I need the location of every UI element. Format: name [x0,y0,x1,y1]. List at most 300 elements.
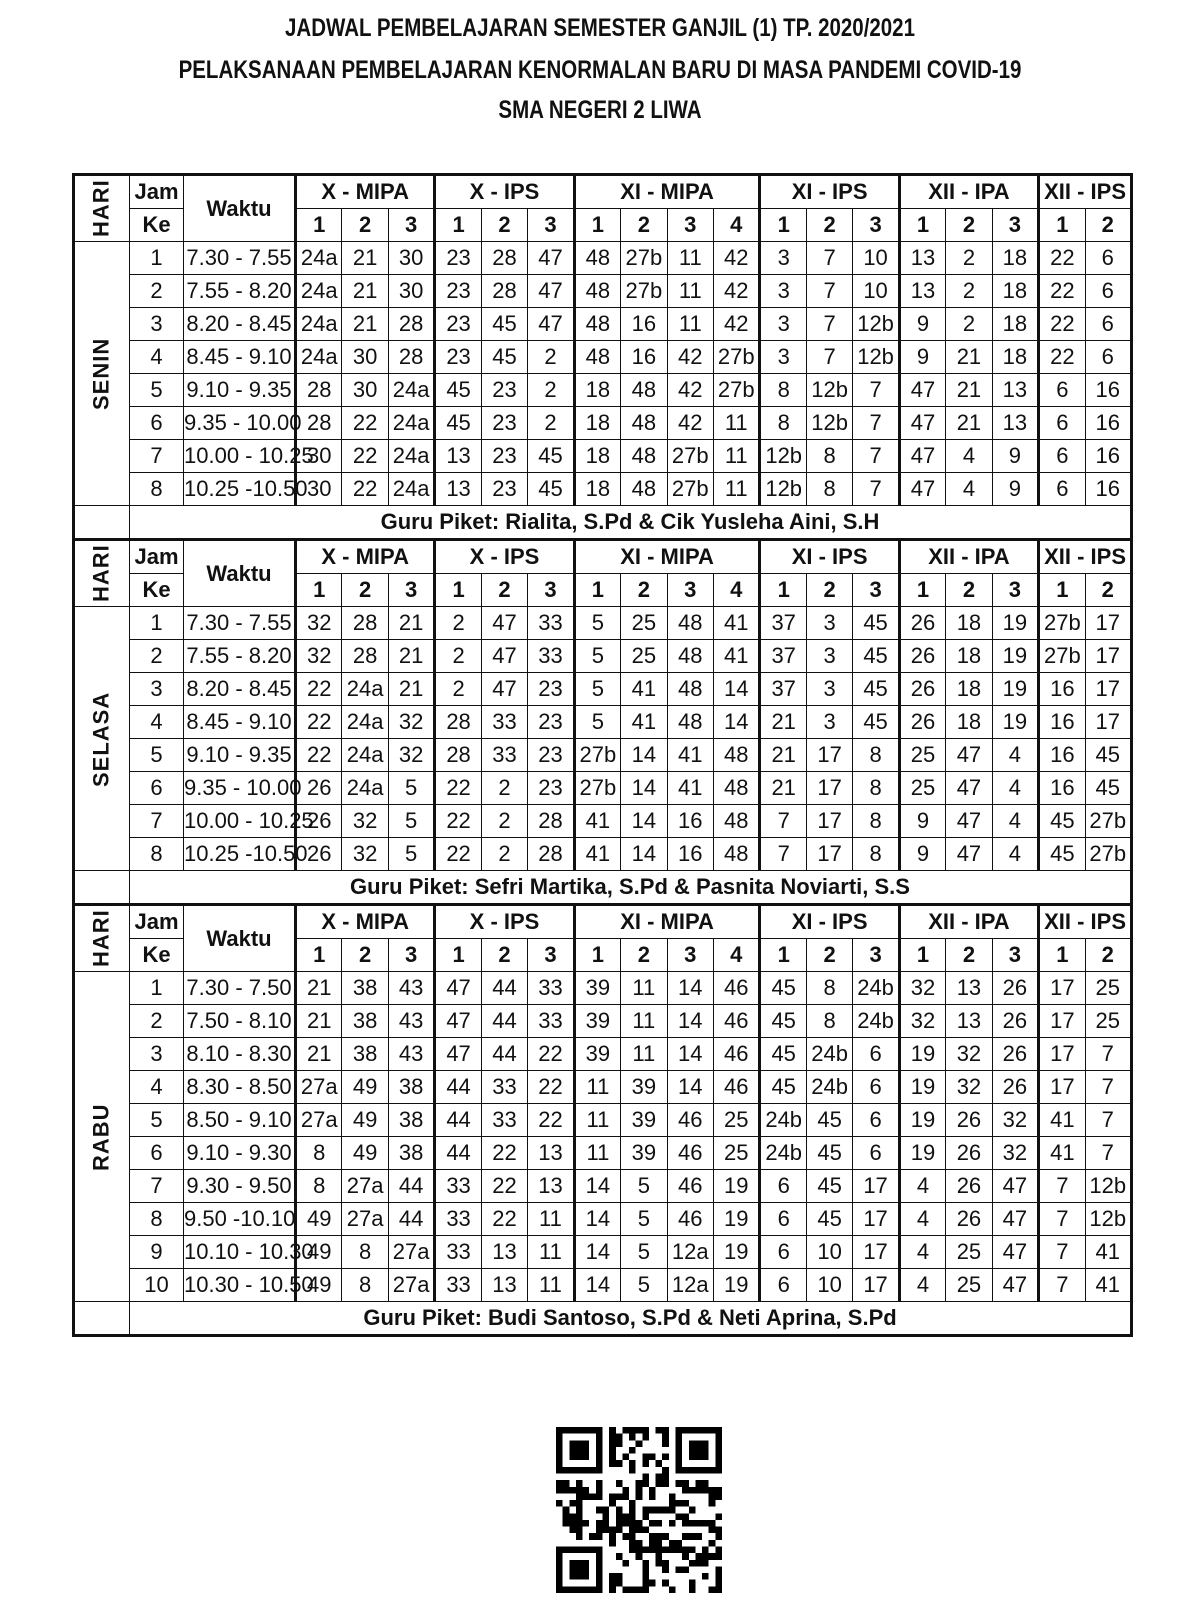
teacher-code-cell: 49 [296,1203,342,1236]
teacher-code-cell: 47 [528,275,574,308]
class-number-header: 2 [342,574,388,607]
waktu-cell: 9.35 - 10.00 [184,407,296,440]
teacher-code-cell: 9 [899,341,945,374]
hari-header: HARI [74,905,130,972]
teacher-code-cell: 24b [853,972,899,1005]
teacher-code-cell: 45 [1085,772,1131,805]
teacher-code-cell: 22 [342,440,388,473]
teacher-code-cell: 30 [342,341,388,374]
teacher-code-cell: 24a [296,275,342,308]
teacher-code-cell: 17 [1085,607,1131,640]
teacher-code-cell: 26 [946,1170,992,1203]
teacher-code-cell: 45 [435,407,481,440]
teacher-code-cell: 42 [714,275,760,308]
teacher-code-cell: 28 [435,739,481,772]
teacher-code-cell: 23 [435,242,481,275]
teacher-code-cell: 32 [992,1137,1038,1170]
teacher-code-cell: 26 [296,772,342,805]
teacher-code-cell: 44 [481,972,527,1005]
teacher-code-cell: 24a [388,440,434,473]
teacher-code-cell: 18 [574,473,620,506]
teacher-code-cell: 3 [760,242,806,275]
teacher-code-cell: 17 [853,1236,899,1269]
teacher-code-cell: 21 [342,242,388,275]
teacher-code-cell: 48 [667,607,713,640]
teacher-code-cell: 2 [528,341,574,374]
teacher-code-cell: 5 [574,640,620,673]
teacher-code-cell: 11 [528,1236,574,1269]
class-number-header: 4 [714,209,760,242]
teacher-code-cell: 42 [714,242,760,275]
waktu-cell: 10.25 -10.50 [184,838,296,871]
teacher-code-cell: 16 [1039,673,1085,706]
class-number-header: 1 [899,574,945,607]
teacher-code-cell: 45 [806,1137,852,1170]
teacher-code-cell: 13 [946,972,992,1005]
teacher-code-cell: 22 [435,838,481,871]
teacher-code-cell: 12a [667,1269,713,1302]
table-row [74,972,1132,1005]
jam-ke-cell: 2 [130,275,184,308]
teacher-code-cell: 33 [481,739,527,772]
teacher-code-cell: 25 [1085,1005,1131,1038]
jam-ke-cell: 5 [130,1104,184,1137]
teacher-code-cell: 32 [296,607,342,640]
teacher-code-cell: 45 [528,473,574,506]
teacher-code-cell: 11 [528,1203,574,1236]
teacher-code-cell: 49 [342,1071,388,1104]
teacher-code-cell: 21 [946,407,992,440]
teacher-code-cell: 42 [667,341,713,374]
teacher-code-cell: 3 [806,640,852,673]
jam-ke-cell: 3 [130,673,184,706]
class-number-header: 2 [1085,209,1131,242]
teacher-code-cell: 49 [342,1137,388,1170]
teacher-code-cell: 46 [714,1005,760,1038]
table-row [74,1104,1132,1137]
teacher-code-cell: 32 [899,972,945,1005]
teacher-code-cell: 28 [296,407,342,440]
waktu-header: Waktu [184,905,296,972]
teacher-code-cell: 25 [899,772,945,805]
teacher-code-cell: 11 [621,1038,667,1071]
teacher-code-cell: 47 [992,1236,1038,1269]
waktu-cell: 9.35 - 10.00 [184,772,296,805]
teacher-code-cell: 48 [574,275,620,308]
waktu-cell: 7.30 - 7.55 [184,607,296,640]
teacher-code-cell: 19 [714,1269,760,1302]
teacher-code-cell: 47 [946,739,992,772]
teacher-code-cell: 44 [435,1104,481,1137]
page-title: JADWAL PEMBELAJARAN SEMESTER GANJIL (1) TP. 2020/2021 [285,14,915,42]
piket-spacer [74,871,130,905]
teacher-code-cell: 38 [388,1104,434,1137]
teacher-code-cell: 12a [667,1236,713,1269]
teacher-code-cell: 12b [760,473,806,506]
teacher-code-cell: 19 [992,706,1038,739]
class-number-header: 3 [992,574,1038,607]
teacher-code-cell: 19 [714,1236,760,1269]
table-row [74,374,1132,407]
teacher-code-cell: 14 [621,739,667,772]
teacher-code-cell: 22 [1039,341,1085,374]
teacher-code-cell: 7 [1039,1203,1085,1236]
teacher-code-cell: 6 [760,1269,806,1302]
teacher-code-cell: 4 [992,838,1038,871]
jam-header: Jam [130,905,184,939]
teacher-code-cell: 26 [992,972,1038,1005]
teacher-code-cell: 14 [667,1005,713,1038]
teacher-code-cell: 7 [806,341,852,374]
jam-ke-cell: 5 [130,374,184,407]
teacher-code-cell: 42 [667,374,713,407]
page-subtitle: PELAKSANAAN PEMBELAJARAN KENORMALAN BARU DI MASA PANDEMI COVID-19 [178,56,1022,84]
teacher-code-cell: 32 [946,1038,992,1071]
waktu-cell: 8.45 - 9.10 [184,706,296,739]
table-row [74,772,1132,805]
teacher-code-cell: 5 [388,772,434,805]
class-number-header: 1 [899,939,945,972]
hari-header: HARI [74,175,130,242]
teacher-code-cell: 25 [899,739,945,772]
teacher-code-cell: 38 [342,972,388,1005]
teacher-code-cell: 28 [528,805,574,838]
teacher-code-cell: 24b [806,1071,852,1104]
class-number-header: 3 [853,574,899,607]
teacher-code-cell: 22 [528,1104,574,1137]
day-label: RABU [74,972,130,1302]
teacher-code-cell: 48 [574,308,620,341]
table-row [74,1236,1132,1269]
teacher-code-cell: 6 [760,1236,806,1269]
teacher-code-cell: 19 [899,1104,945,1137]
teacher-code-cell: 26 [899,640,945,673]
jam-ke-cell: 1 [130,607,184,640]
waktu-header: Waktu [184,175,296,242]
teacher-code-cell: 6 [1085,308,1131,341]
teacher-code-cell: 13 [435,473,481,506]
teacher-code-cell: 18 [946,706,992,739]
teacher-code-cell: 30 [296,440,342,473]
class-number-header: 3 [667,209,713,242]
teacher-code-cell: 24a [342,673,388,706]
teacher-code-cell: 3 [760,341,806,374]
teacher-code-cell: 14 [621,805,667,838]
teacher-code-cell: 17 [806,739,852,772]
teacher-code-cell: 26 [992,1005,1038,1038]
teacher-code-cell: 27b [667,473,713,506]
teacher-code-cell: 28 [388,308,434,341]
teacher-code-cell: 37 [760,673,806,706]
teacher-code-cell: 22 [528,1038,574,1071]
teacher-code-cell: 38 [342,1005,388,1038]
teacher-code-cell: 19 [899,1038,945,1071]
teacher-code-cell: 11 [714,440,760,473]
teacher-code-cell: 24a [388,374,434,407]
teacher-code-cell: 8 [760,407,806,440]
piket-spacer [74,1302,130,1336]
teacher-code-cell: 32 [388,739,434,772]
teacher-code-cell: 33 [435,1269,481,1302]
class-number-header: 1 [1039,939,1085,972]
teacher-code-cell: 12b [806,407,852,440]
teacher-code-cell: 11 [528,1269,574,1302]
teacher-code-cell: 46 [714,1071,760,1104]
teacher-code-cell: 6 [1039,407,1085,440]
teacher-code-cell: 30 [388,242,434,275]
teacher-code-cell: 11 [621,1005,667,1038]
teacher-code-cell: 4 [992,772,1038,805]
teacher-code-cell: 49 [342,1104,388,1137]
waktu-cell: 8.20 - 8.45 [184,308,296,341]
teacher-code-cell: 41 [1039,1104,1085,1137]
waktu-cell: 10.10 - 10.30 [184,1236,296,1269]
teacher-code-cell: 45 [853,706,899,739]
teacher-code-cell: 27b [1085,838,1131,871]
teacher-code-cell: 23 [528,706,574,739]
class-number-header: 1 [435,209,481,242]
teacher-code-cell: 48 [621,440,667,473]
teacher-code-cell: 18 [992,308,1038,341]
waktu-cell: 10.00 - 10.25 [184,805,296,838]
jam-ke-cell: 8 [130,473,184,506]
teacher-code-cell: 24b [760,1104,806,1137]
teacher-code-cell: 5 [621,1269,667,1302]
class-number-header: 3 [388,209,434,242]
teacher-code-cell: 13 [899,242,945,275]
teacher-code-cell: 26 [946,1137,992,1170]
teacher-code-cell: 9 [992,473,1038,506]
class-group-header: XI - MIPA [574,540,760,574]
teacher-code-cell: 8 [296,1137,342,1170]
teacher-code-cell: 17 [806,772,852,805]
teacher-code-cell: 17 [806,805,852,838]
class-group-header: X - MIPA [296,175,435,209]
teacher-code-cell: 47 [528,242,574,275]
piket-row [74,506,1132,540]
teacher-code-cell: 3 [760,308,806,341]
teacher-code-cell: 42 [667,407,713,440]
class-number-header: 1 [760,574,806,607]
teacher-code-cell: 47 [946,772,992,805]
teacher-code-cell: 24a [342,739,388,772]
class-number-header: 3 [388,574,434,607]
class-number-header: 3 [853,209,899,242]
jam-ke-cell: 4 [130,706,184,739]
teacher-code-cell: 3 [760,275,806,308]
table-row [74,407,1132,440]
teacher-code-cell: 33 [435,1203,481,1236]
teacher-code-cell: 4 [946,473,992,506]
teacher-code-cell: 7 [1039,1170,1085,1203]
qr-code-icon [556,1427,722,1593]
teacher-code-cell: 13 [528,1170,574,1203]
class-number-header: 4 [714,574,760,607]
teacher-code-cell: 26 [296,838,342,871]
table-row [74,1071,1132,1104]
class-number-header: 3 [667,939,713,972]
ke-header: Ke [130,939,184,972]
teacher-code-cell: 27a [388,1236,434,1269]
teacher-code-cell: 26 [899,673,945,706]
jam-ke-cell: 8 [130,838,184,871]
teacher-code-cell: 9 [899,838,945,871]
teacher-code-cell: 14 [574,1203,620,1236]
table-row [74,838,1132,871]
teacher-code-cell: 13 [992,407,1038,440]
class-number-header: 3 [992,209,1038,242]
teacher-code-cell: 23 [528,772,574,805]
teacher-code-cell: 23 [481,440,527,473]
teacher-code-cell: 26 [296,805,342,838]
table-row [74,607,1132,640]
teacher-code-cell: 46 [667,1170,713,1203]
class-number-header: 1 [574,574,620,607]
teacher-code-cell: 6 [853,1137,899,1170]
waktu-cell: 9.10 - 9.30 [184,1137,296,1170]
teacher-code-cell: 48 [621,374,667,407]
teacher-code-cell: 19 [899,1071,945,1104]
teacher-code-cell: 11 [574,1071,620,1104]
guru-piket: Guru Piket: Rialita, S.Pd & Cik Yusleha Aini, S.H [130,506,1132,540]
teacher-code-cell: 24a [388,407,434,440]
teacher-code-cell: 14 [714,673,760,706]
teacher-code-cell: 23 [481,407,527,440]
teacher-code-cell: 39 [574,1005,620,1038]
class-number-header: 2 [621,574,667,607]
teacher-code-cell: 18 [574,407,620,440]
teacher-code-cell: 23 [435,275,481,308]
table-row [74,1170,1132,1203]
teacher-code-cell: 6 [760,1170,806,1203]
teacher-code-cell: 22 [528,1071,574,1104]
waktu-cell: 8.10 - 8.30 [184,1038,296,1071]
teacher-code-cell: 7 [760,838,806,871]
teacher-code-cell: 41 [714,607,760,640]
teacher-code-cell: 41 [574,838,620,871]
teacher-code-cell: 7 [1085,1104,1131,1137]
teacher-code-cell: 2 [435,607,481,640]
teacher-code-cell: 39 [574,1038,620,1071]
teacher-code-cell: 16 [1085,407,1131,440]
teacher-code-cell: 8 [342,1269,388,1302]
teacher-code-cell: 21 [760,772,806,805]
table-row [74,242,1132,275]
teacher-code-cell: 41 [1085,1269,1131,1302]
teacher-code-cell: 19 [992,607,1038,640]
teacher-code-cell: 21 [760,706,806,739]
teacher-code-cell: 7 [806,242,852,275]
teacher-code-cell: 41 [1085,1236,1131,1269]
teacher-code-cell: 27b [574,739,620,772]
teacher-code-cell: 47 [946,838,992,871]
waktu-cell: 9.50 -10.10 [184,1203,296,1236]
teacher-code-cell: 33 [528,607,574,640]
teacher-code-cell: 47 [946,805,992,838]
teacher-code-cell: 48 [714,739,760,772]
teacher-code-cell: 16 [1085,473,1131,506]
teacher-code-cell: 41 [1039,1137,1085,1170]
teacher-code-cell: 33 [528,1005,574,1038]
teacher-code-cell: 2 [528,407,574,440]
teacher-code-cell: 8 [853,838,899,871]
teacher-code-cell: 45 [760,1071,806,1104]
teacher-code-cell: 22 [435,805,481,838]
class-number-header: 1 [435,574,481,607]
class-number-header: 2 [481,939,527,972]
teacher-code-cell: 47 [899,407,945,440]
teacher-code-cell: 19 [992,673,1038,706]
teacher-code-cell: 27b [714,341,760,374]
waktu-header: Waktu [184,540,296,607]
teacher-code-cell: 11 [574,1104,620,1137]
teacher-code-cell: 47 [481,607,527,640]
teacher-code-cell: 14 [574,1236,620,1269]
teacher-code-cell: 27a [296,1071,342,1104]
teacher-code-cell: 33 [481,1104,527,1137]
teacher-code-cell: 39 [621,1137,667,1170]
table-row [74,1038,1132,1071]
teacher-code-cell: 7 [1085,1071,1131,1104]
teacher-code-cell: 16 [1039,706,1085,739]
teacher-code-cell: 16 [667,805,713,838]
teacher-code-cell: 27b [1039,607,1085,640]
teacher-code-cell: 17 [853,1170,899,1203]
waktu-cell: 7.55 - 8.20 [184,640,296,673]
piket-row [74,871,1132,905]
teacher-code-cell: 8 [806,473,852,506]
teacher-code-cell: 17 [806,838,852,871]
teacher-code-cell: 27a [296,1104,342,1137]
teacher-code-cell: 6 [1085,275,1131,308]
teacher-code-cell: 46 [714,972,760,1005]
teacher-code-cell: 21 [296,1005,342,1038]
class-number-header: 2 [806,939,852,972]
teacher-code-cell: 4 [899,1269,945,1302]
class-group-header: XII - IPA [899,905,1038,939]
class-number-header: 2 [946,574,992,607]
class-group-header: XI - IPS [760,905,899,939]
waktu-cell: 7.50 - 8.10 [184,1005,296,1038]
table-row [74,640,1132,673]
teacher-code-cell: 47 [899,440,945,473]
jam-ke-cell: 2 [130,1005,184,1038]
jam-ke-cell: 6 [130,1137,184,1170]
teacher-code-cell: 2 [481,838,527,871]
waktu-cell: 8.50 - 9.10 [184,1104,296,1137]
teacher-code-cell: 45 [760,1005,806,1038]
teacher-code-cell: 21 [946,341,992,374]
jam-ke-cell: 2 [130,640,184,673]
teacher-code-cell: 13 [528,1137,574,1170]
teacher-code-cell: 8 [342,1236,388,1269]
teacher-code-cell: 47 [435,1005,481,1038]
teacher-code-cell: 27b [621,275,667,308]
teacher-code-cell: 13 [899,275,945,308]
teacher-code-cell: 43 [388,972,434,1005]
teacher-code-cell: 8 [806,972,852,1005]
teacher-code-cell: 41 [714,640,760,673]
teacher-code-cell: 47 [435,972,481,1005]
class-number-header: 3 [528,574,574,607]
waktu-cell: 10.00 - 10.25 [184,440,296,473]
class-number-header: 3 [388,939,434,972]
teacher-code-cell: 46 [667,1203,713,1236]
class-group-header: X - IPS [435,905,574,939]
schedule-table [72,173,1133,1337]
teacher-code-cell: 13 [946,1005,992,1038]
teacher-code-cell: 23 [528,673,574,706]
